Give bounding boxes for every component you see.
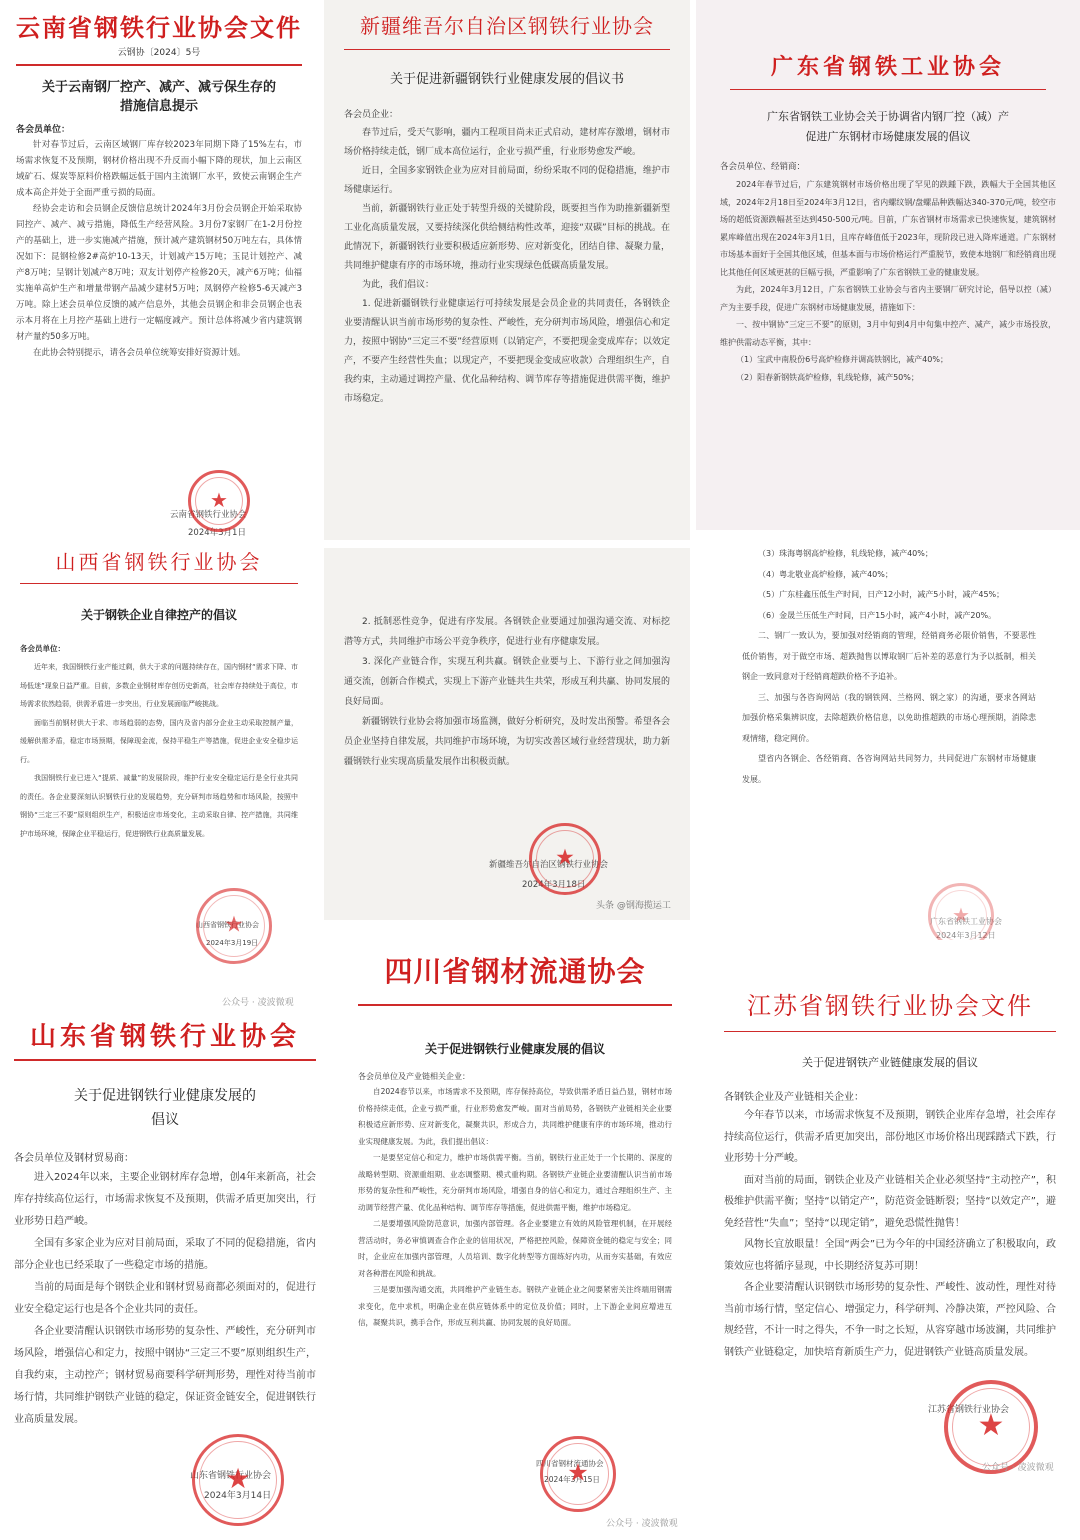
shanxi-paragraph: 近年来，我国钢铁行业产能过剩，供大于求的问题持续存在，国内钢材“需求下降、市场低迷”现象日益严重。目前，多数企业钢材库存创历史新高，社会库存持续处于高位，市场需求依然趋弱，供需矛盾进一步突出，行业发展面临严峻挑战。 [20, 663, 298, 708]
jiangsu-red-rule [724, 1031, 1056, 1032]
shandong-paragraph: 各企业要清醒认识钢铁市场形势的复杂性、严峻性，充分研判市场风险，增强信心和定力，按照中钢协“三定三不要”原则组织生产，自我约束，主动控产；钢材贸易商要科学研判形势，理性对待当前市场行情，共同维护钢铁产业链的稳定，保证资金链安全，促进钢铁行业高质量发展。 [14, 1326, 316, 1425]
shandong-addressee: 各会员单位及钢材贸易商： [14, 1153, 134, 1164]
yunnan-doc-number: 云钢协〔2024〕5号 [117, 48, 201, 58]
shanxi-title: 关于钢铁企业自律控产的倡议 [80, 608, 237, 622]
guangdong-paragraph: 为此，2024年3月12日，广东省钢铁工业协会与省内主要钢厂研究讨论，倡导以控（减）产为主要手段，促进广东钢材市场健康发展，措施如下： [720, 285, 1056, 312]
yunnan-header: 云南省钢铁行业协会文件 [16, 13, 302, 42]
guangdong-paragraph: 2024年春节过后，广东建筑钢材市场价格出现了罕见的跌踵下跌，跌幅大于全国其他区域，2024年2月18日至2024年3月12日，省内螺纹钢/盘螺品种跌幅达340-370元/吨，较空市场的超低资源跌幅甚至达到450-500元/吨。目前，广东省钢材市场需求已快速恢复，建筑钢材累库峰值出现在2024年3月1日，且库存峰值低于2023年，现阶段已进入降库通道。广东钢材市场基本面好于全国其他区域，但基本面与市场价格运行严重脱节，致使本地钢厂和经销商出现比其他任何区域更甚的巨幅亏损，严重影响了广东省钢铁工业的健康发展。 [720, 180, 1056, 277]
xinjiang-document-page2 [324, 548, 690, 920]
xinjiang-document [324, 0, 690, 540]
shanxi-document [0, 540, 318, 1010]
guangdong-list-item: （5）广东桂鑫压低生产时间，日产12小时，减产5小时，减产45%； [758, 590, 1005, 599]
xinjiang-paragraph: 为此，我们倡议： [362, 280, 435, 290]
sichuan-paragraph: 一是要坚定信心和定力，维护市场供需平衡。当前，钢铁行业正处于一个长期的、深度的战略转型期、资源重组期、业态调整期、模式重构期。各钢铁产业链企业要清醒认识当前市场形势的复杂性和严峻性，充分研判市场风险，增强自身的信心和定力，通过合理组织生产、主动调节经营产量、优化品种结构、调节库存等措施，促进供需平衡，维护市场稳定。 [358, 1153, 672, 1212]
jiangsu-title: 关于促进钢铁产业链健康发展的倡议 [802, 1056, 978, 1069]
xinjiang-signature: 新疆维吾尔自治区钢铁行业协会 [489, 860, 609, 870]
xinjiang-red-rule [344, 49, 670, 50]
shandong-title-line1: 关于促进钢铁行业健康发展的 [74, 1088, 256, 1104]
shandong-seal [192, 1434, 284, 1526]
sichuan-date: 2024年3月15日 [544, 1475, 600, 1484]
yunnan-date: 2024年3月1日 [188, 528, 246, 538]
shandong-title-line2: 倡议 [151, 1112, 179, 1128]
yunnan-red-rule [16, 64, 302, 66]
guangdong-list-item: （3）珠海粤钢高炉检修，轧线轮修，减产40%； [758, 549, 933, 558]
sichuan-document [336, 940, 694, 1540]
xinjiang-paragraph: 当前，新疆钢铁行业正处于转型升级的关键阶段，既要担当作为助推新疆新型工业化高质量发展，又要持续深化供给侧结构性改革，迎接“双碳”目标的挑战。在此情况下，新疆钢铁行业要积极适应新形势、应对新变化，团结自律、凝聚力量，共同维护健康有序的市场环境，推动行业实现绿色低碳高质量发展。 [344, 204, 670, 271]
sichuan-seal [540, 1436, 616, 1512]
sichuan-watermark: 公众号 · 凌波微观 [606, 1519, 678, 1529]
sichuan-paragraph: 自2024春节以来，市场需求不及预期，库存保持高位，导致供需矛盾日益凸显，钢材市场价格持续走低，企业亏损严重，行业形势愈发严峻。面对当前局势，各钢铁产业链相关企业要积极适应新形势、应对新变化，凝聚共识，形成合力，共同维护健康有序的市场环境，推动行业实现健康发展。为此，我们提出倡议： [358, 1087, 672, 1146]
yunnan-paragraph: 针对春节过后，云南区域钢厂库存较2023年同期下降了15%左右，市场需求恢复不及预期，钢材价格出现不升反而小幅下降的现状，加上云南区域矿石、煤炭等原料价格跌幅远低于国内主流钢厂水平，致使云南钢企生产成本高企并处于全面严重亏损的局面。 [16, 140, 302, 198]
shanxi-watermark: 公众号 · 凌波微观 [222, 998, 294, 1008]
shanxi-date: 2024年3月19日 [206, 939, 259, 947]
xinjiang-addressee: 各会员企业： [344, 110, 399, 120]
yunnan-seal [188, 470, 250, 532]
yunnan-addressee: 各会员单位： [16, 125, 71, 135]
guangdong-paragraph: 望省内各钢企、各经销商、各咨询网站共同努力，共同促进广东钢材市场健康发展。 [742, 754, 1036, 784]
xinjiang-paragraph: 新疆钢铁行业协会将加强市场监测，做好分析研究，及时发出预警。希望各会员企业坚持自律发展，共同维护市场环境，为切实改善区域行业经营现状，助力新疆钢铁行业实现高质量发展作出积极贡献。 [344, 717, 670, 767]
jiangsu-paragraph: 各企业要清醒认识钢铁市场形势的复杂性、严峻性、波动性，理性对待当前市场行情，坚定信心、增强定力，科学研判、冷静决策，严控风险、合规经营，不计一时之得失，不争一时之长短，从容穿越市场波澜，共同维护钢铁产业链稳定，加快培育新质生产力，促进钢铁产业链高质量发展。 [724, 1282, 1056, 1358]
guangdong-seal [928, 883, 994, 940]
guangdong-date: 2024年3月12日 [936, 931, 996, 940]
yunnan-title-line2: 措施信息提示 [119, 99, 198, 114]
shanxi-paragraph: 面临当前钢材供大于求、市场趋弱的态势，国内及省内部分企业主动采取控制产量，缓解供需矛盾，稳定市场预期，保障现金流，保持平稳生产等措施，促进企业安全稳步运行。 [20, 718, 298, 764]
yunnan-title-line1: 关于云南钢厂控产、减产、减亏保生存的 [41, 80, 276, 95]
sichuan-header: 四川省钢材流通协会 [384, 955, 646, 988]
xinjiang-date: 2024年3月18日 [522, 880, 586, 890]
sichuan-signature: 四川省钢材流通协会 [536, 1459, 604, 1468]
guangdong-signature: 广东省钢铁工业协会 [930, 917, 1002, 926]
yunnan-paragraph: 经协会走访和会员钢企反馈信息统计2024年3月份会员钢企开始采取协同控产、减产、减亏措施，降低生产经营风险。3月份7家钢厂在1-2月份控产的基础上，进一步实施减产措施，预计减产建筑钢材50万吨左右，具体情况如下：昆钢检修2#高炉10-13天，计划减产15万吨；玉昆计划控产、减产8万吨；呈钢计划减产8万吨；双友计划停产检修20天，减产6万吨；仙福实施单高炉生产和增量带钢产品减少建材5万吨；凤钢停产检修5-6天减产3万吨。除上述会员单位反馈的减产信息外，其他会员钢企和非会员钢企也表示本月将在上月控产基础上进行一定幅度减产。预计总体将减少省内建筑钢材产量约50多万吨。 [16, 204, 302, 342]
sichuan-red-rule [358, 1004, 672, 1006]
xinjiang-paragraph: 2. 抵制恶性竞争，促进有序发展。各钢铁企业要通过加强沟通交流、对标挖潜等方式，共同维护市场公平竞争秩序，促进行业有序健康发展。 [344, 617, 670, 647]
guangdong-title-line1: 广东省钢铁工业协会关于协调省内钢厂控（减）产 [767, 110, 1009, 123]
shanxi-red-rule [20, 583, 298, 584]
jiangsu-addressee: 各钢铁企业及产业链相关企业： [724, 1092, 864, 1103]
guangdong-list-item: （2）阳春新钢铁高炉检修，轧线轮修，减产50%； [736, 372, 919, 382]
shandong-red-rule [14, 1059, 316, 1061]
shanxi-header: 山西省钢铁行业协会 [55, 550, 263, 574]
xinjiang-seal [529, 823, 601, 895]
xinjiang-paragraph: 1. 促进新疆钢铁行业健康运行可持续发展是会员企业的共同责任，各钢铁企业要清醒认识当前市场形势的复杂性、严峻性，充分研判市场风险，增强信心和定力，按照中钢协“三定三不要”经营原则（以销定产，不要把现金变成库存；以效定产，不要产生经营性失血；以现定产，不要把现金变成应收款）合理组织生产，自我约束，主动通过调控产量、优化品种结构、调节库存等措施促进供需平衡，维护市场稳定。 [344, 299, 670, 404]
shandong-paragraph: 进入2024年以来，主要企业钢材库存急增，创4年来新高，社会库存持续高位运行，市场需求恢复不及预期，供需矛盾更加突出，行业形势日趋严峻。 [14, 1172, 316, 1227]
sichuan-paragraph: 三是要加强沟通交流，共同维护产业链生态。钢铁产业链企业之间要紧密关注终端用钢需求变化，危中求机，明确企业在供应链体系中的定位及价值；同时，上下游企业间应增进互信，凝聚共识，携手合作，形成互利共赢、协同发展的良好局面。 [358, 1285, 672, 1327]
yunnan-document [0, 0, 318, 540]
guangdong-list-item: （4）粤北敬业高炉检修，减产40%； [758, 569, 893, 579]
guangdong-document [696, 0, 1080, 530]
shanxi-signature: 山西省钢铁行业协会 [196, 921, 259, 929]
jiangsu-header: 江苏省钢铁行业协会文件 [747, 992, 1033, 1020]
shandong-paragraph: 当前的局面是每个钢铁企业和钢材贸易商都必须面对的，促进行业安全稳定运行也是各个企业共同的责任。 [14, 1282, 316, 1315]
sichuan-title: 关于促进钢铁行业健康发展的倡议 [424, 1042, 605, 1056]
xinjiang-watermark: 头条 @钢海揽运工 [596, 901, 671, 911]
xinjiang-paragraph: 3. 深化产业链合作，实现互利共赢。钢铁企业要与上、下游行业之间加强沟通交流，创新合作模式，实现上下游产业链共生共荣，形成互利共赢、协同发展的良好局面。 [344, 657, 670, 707]
xinjiang-paragraph: 近日，全国多家钢铁企业为应对目前局面，纷纷采取不同的促稳措施，维护市场健康运行。 [344, 166, 670, 195]
shandong-header: 山东省钢铁行业协会 [29, 1022, 300, 1052]
shandong-document [0, 1012, 330, 1540]
shandong-signature: 山东省钢铁行业协会 [190, 1471, 272, 1481]
guangdong-addressee: 各会员单位、经销商： [720, 162, 806, 172]
sichuan-addressee: 各会员单位及产业链相关企业： [358, 1072, 470, 1081]
yunnan-paragraph: 在此协会特别提示，请各会员单位统筹安排好资源计划。 [33, 348, 246, 358]
jiangsu-paragraph: 今年春节以来，市场需求恢复不及预期，钢铁企业库存急增，社会库存持续高位运行，供需矛盾更加突出，部份地区市场价格出现踩踏式下跌，行业形势十分严峻。 [724, 1110, 1056, 1164]
jiangsu-paragraph: 面对当前的局面，钢铁企业及产业链相关企业必须坚持“主动控产”，积极维护供需平衡；坚持“以销定产”，防范资金链断裂；坚持“以效定产”，避免经营性“失血”；坚持“以现定销”，避免恐慌性抛售！ [724, 1174, 1056, 1229]
guangdong-list-item: （1）宝武中南股份6号高炉检修并调高铁钢比，减产40%； [736, 355, 948, 364]
guangdong-header: 广东省钢铁工业协会 [770, 54, 1005, 80]
sichuan-paragraph: 二是要增强风险防范意识，加强内部管理。各企业要建立有效的风险管理机制，在开展经营活动时，务必审慎调查合作企业的信用状况，严格把控风险，保障资金链的稳定与安全；同时，企业应在加强内部管理，人员培训、数字化转型等方面练好内功，从而夯实基础，有效应对各种潜在风险和挑战。 [358, 1219, 672, 1278]
guangdong-document-page2 [696, 538, 1080, 940]
shandong-date: 2024年3月14日 [204, 1491, 272, 1501]
guangdong-list-item: （6）金晟兰压低生产时间，日产15小时，减产4小时，减产20%。 [758, 610, 997, 620]
xinjiang-paragraph: 春节过后，受天气影响，疆内工程项目尚未正式启动，建材库存激增，钢材市场价格持续走低，钢厂成本高位运行，企业亏损严重，行业形势愈发严峻。 [344, 128, 670, 157]
jiangsu-document [700, 972, 1080, 1540]
guangdong-red-rule [730, 89, 1046, 90]
jiangsu-paragraph: 风物长宜放眼量！全国“两会”已为今年的中国经济确立了积极取向，政策效应也将循序显现，中长期经济复苏可期！ [724, 1239, 1056, 1272]
shanxi-addressee: 各会员单位： [20, 644, 65, 653]
jiangsu-signature: 江苏省钢铁行业协会 [928, 1405, 1010, 1415]
xinjiang-title: 关于促进新疆钢铁行业健康发展的倡议书 [389, 72, 624, 87]
guangdong-title-line2: 促进广东钢材市场健康发展的倡议 [805, 130, 971, 143]
shanxi-seal [196, 888, 272, 964]
shanxi-paragraph: 我国钢铁行业已进入“提质、减量”的发展阶段，维护行业安全稳定运行是全行业共同的责任。各企业要深刻认识钢铁行业的发展趋势，充分研判市场趋势和市场风险，按照中钢协“三定三不要”原则组织生产，积极适应市场变化，主动采取自律、控产措施，共同维护市场环境，保障企业平稳运行，促进钢铁行业高质量发展。 [20, 774, 298, 838]
xinjiang-header: 新疆维吾尔自治区钢铁行业协会 [360, 14, 654, 38]
shandong-paragraph: 全国有多家企业为应对目前局面，采取了不同的促稳措施，省内部分企业也已经采取了一些稳定市场的措施。 [14, 1238, 316, 1271]
guangdong-paragraph: 三、加强与各咨询网站（我的钢铁网、兰格网、钢之家）的沟通，要求各网站加强价格采集辨识度，去除超跌价格信息，以免助推超跌的市场心理预期，消除悲观情绪，稳定网价。 [742, 692, 1036, 743]
guangdong-paragraph: 一、按中钢协“三定三不要”的原则，3月中旬到4月中旬集中控产、减产，减少市场投放，维护供需动态平衡，其中： [720, 320, 1056, 347]
guangdong-paragraph: 二、钢厂一致认为，要加强对经销商的管理，经销商务必限价销售，不要恶性低价销售，对于做空市场、超跌抛售以博取钢厂后补差的恶意行为予以抵制，相关钢企一致同意对于经销商超跌价格不予追补。 [742, 631, 1036, 681]
jiangsu-watermark: 公众号 · 凌波微观 [982, 1463, 1054, 1473]
yunnan-signature: 云南省钢铁行业协会 [170, 510, 247, 520]
